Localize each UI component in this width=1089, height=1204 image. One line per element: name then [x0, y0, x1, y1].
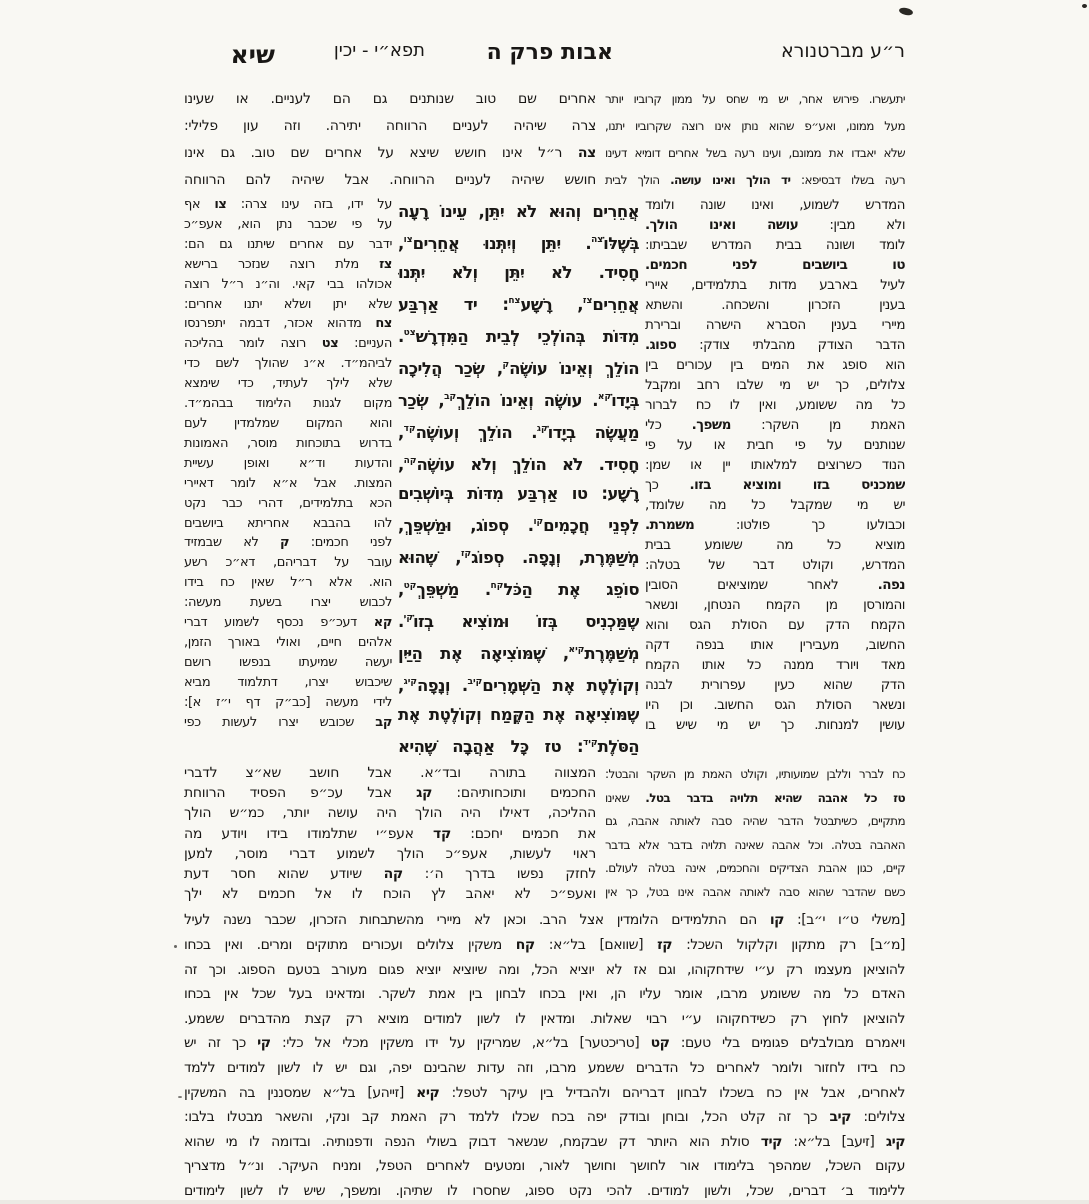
text-line: אלהים חיים, ואולי באורך הזמן,: [184, 634, 392, 650]
text-line: כח לברר וללבן שמועותיו, וקולט האמת מן השקר והבטל:: [605, 767, 905, 781]
text-line: המצווה בתורה ובד״א. אבל חושב שא״צ לדברי: [184, 765, 596, 781]
text-line: צלולים: קיב כך זה קלט הכל, ובוחן ובודק יפה בכח שכלו ללמד רק האמת קב ונקי, והשאר מבטלו בלבו:: [184, 1109, 905, 1126]
text-line: הוא. אלא ר״ל שאין כח בידו: [184, 575, 392, 591]
text-line: מַעֲשֶׂה בְיָדוֹ$^{קג}$. הוֹלֵךְ וְעוֹשֶׂה$^{קד}$,: [398, 423, 639, 442]
text-line: הַסֹּלֶת$^{קיד}$: טז כָּל אַהֲבָה שֶׁהִיא: [398, 737, 639, 756]
text-line: החשוב, מעבירין אותו בנפה דקה: [645, 637, 905, 653]
text-line: על ידו, בזה עינו צרה: צו אף: [184, 197, 392, 212]
bartenura-column: [645, 195, 905, 761]
text-line: כח בידו לחזור ולומר לאחרים כל הדברים ששמע מרבו, וזה עדות שהבינם יפה, וגם יש לו לשון למודים ללמד: [184, 1059, 905, 1076]
text-line: המדרש לשמוע, ואינו שונה ולומד: [645, 197, 905, 213]
text-line: כשם שהדבר שהוא סבה לאותה אהבה אינו בטל, כך אין: [605, 884, 905, 899]
text-line: צח מדהוא אכזר, דבמה יתפרנסו: [184, 316, 392, 332]
text-line: שֶׁמּוֹצִיאָה אֶת הַקֶּמַח וְקוֹלֶטֶת אֶת: [398, 705, 639, 724]
lower-two-column-band: [184, 763, 905, 904]
yachin-bottom-block: [184, 763, 596, 904]
ink-speck: [174, 945, 177, 948]
text-line: ויאמרם מבולבלים פגומים בלי טעם: קט [טריכטער] בל״א, שמריקין על ידו משקין מכלי אל כלי: קי כך זה יש: [184, 1035, 905, 1052]
text-line: האהבה בטלה. וכל אהבה שאינה תלויה בדבר אלא בדבר: [605, 837, 905, 852]
text-line: לידי מעשה [כב״ק דף י״ז א]:: [184, 694, 392, 710]
ink-speck: [898, 7, 913, 17]
text-line: אֲחֵרִים$^{צז}$, רָשָׁע$^{צח}$: יד אַרְבַּע: [398, 295, 639, 314]
text-line: צז מלת רוצה שנזכר ברישא: [184, 256, 392, 272]
text-line: ואעפ״כ לא יאהב לץ הוכח לו אל חכמים לא ילך: [184, 886, 596, 903]
text-line: יתעשרו. פירוש אחר, יש מי שחס על ממון קרוביו יותר: [605, 92, 905, 106]
header-commentary-right: ר״ע מברטנורא: [780, 40, 905, 62]
bartenura-bottom-block: [605, 763, 905, 904]
text-line: וכבולעו כך פולטו: משמרת.: [645, 517, 905, 533]
text-line: שֶׁמַּכְנִיס בְּזוֹ וּמוֹצִיא בְזוֹ$^{קי}$.: [398, 612, 639, 631]
yachin-footnotes-block: [184, 908, 905, 1203]
text-line: קב שכובש יצרו לעשות כפי: [184, 714, 392, 730]
text-line: צרה שיהיה לעניים הרווחה יתירה. וזה עון פלילי:: [184, 118, 596, 134]
mishnah-text: [398, 195, 639, 761]
yachin-column: [184, 195, 392, 761]
text-line: ולא מבין: עושה ואינו הולך.: [645, 217, 905, 233]
text-line: וְקוֹלֶטֶת אֶת הַשְּׁמָרִים$^{קיב}$. וְנָפָה$^{קיג}$,: [398, 676, 639, 695]
text-line: אחרים שם טוב שנותנים גם הם לעניים. או שעינו: [184, 91, 596, 107]
text-line: מִדּוֹת בְּהוֹלְכֵי לְבֵית הַמִּדְרָשׁ$^{צט}$.: [398, 327, 639, 346]
text-line: יעשה שמיעתו בנפשו רושם: [184, 654, 392, 670]
text-line: לכבוש יצרו בשעת מעשה:: [184, 595, 392, 611]
text-line: לִפְנֵי חֲכָמִים$^{קו}$. סְפוֹג, וּמַשְׁפֵּךְ,: [398, 516, 639, 535]
text-line: יש מי שמקבל כל מה שלומד,: [645, 497, 905, 513]
text-line: על פי שכבר נתן הוא, אעפ״כ: [184, 216, 392, 232]
text-line: טו ביושבים לפני חכמים.: [645, 257, 905, 273]
text-line: שלא יתן ושלא יתנו אחרים:: [184, 296, 392, 312]
upper-two-column-band: [184, 86, 905, 194]
text-line: לעיל בארבע מדות בתלמידים, איירי: [645, 277, 905, 293]
text-line: האדם כל מה ששומע מרבו, אומר עליו הן, ואין בכחו לבחון בין אמת לשקר. ומדאינו בעל שכל אין בכחו: [184, 986, 905, 1003]
text-line: לומד ושונה בבית המדרש שבביתו:: [645, 237, 905, 253]
text-line: לפני חכמים: ק לא שבמזיד: [184, 535, 392, 551]
text-line: עקום השכל, שמהפך בלימודו אור לחושך וחושך לאור, ומטעים לאחרים הטפל, ומניח העיקר. ונ״ל מדצריך: [184, 1158, 905, 1175]
text-line: והדעות וד״א ואופן עשיית: [184, 455, 392, 471]
ink-speck: [178, 1096, 182, 1098]
text-line: שלא יאבדו את ממונם, ועינו רעה בשל אחרים דומיא דעינו: [605, 146, 905, 160]
text-line: מְשַׁמֶּרֶת, וְנָפָה. סְפוֹג$^{קז}$, שֶׁהוּא: [398, 548, 639, 567]
text-line: את חכמים יחכם: קד אעפ״י שתלמודו בידו ויודע מה: [184, 825, 596, 842]
text-line: הקמח הדק עם הסולת הגס והוא: [645, 617, 905, 633]
text-line: לאחרים, אבל אין כח בשכלו לבחון דבריהם ולהבדיל בין עיקר לטפל: קיא [זייהע] בל״א שמסננין בה המשקין: [184, 1084, 905, 1101]
text-line: צלולים, כך יש מי שלבו רחב ומקבל: [645, 377, 905, 393]
text-line: להוציאן מעצמו רק ע״י שידחקוהו, וגם אז לא יוציא הכל, ומה שיוציא יוציא פגום מעורב בטעם הספוג. וכך זה: [184, 961, 905, 978]
text-line: ונשאר הסולת הגס החשוב. וכן היו: [645, 697, 905, 713]
text-line: הוא סופג את המים בין עכורים בין: [645, 357, 905, 373]
text-line: עובר על דבריהם, דא״כ רשע: [184, 555, 392, 571]
text-line: מעל ממונו, ואע״פ שהוא נותן אינו רוצה שקרוביו יתנו,: [605, 119, 905, 133]
text-line: ללימוד ב׳ דברים, שכל, ולשון למודים. להכי נקט ספוג, שחסרו לו שתיהן. ומשפך, שיש לו לשון לימודים: [184, 1182, 905, 1199]
text-line: להוציאן לחוץ רק כשידחקוהו ע״י רבוי שאלות. ומדאין לו לשון למודים מוציא רק קצת מהדברים ששמע.: [184, 1010, 905, 1027]
text-line: לחזק נפשו בדרך ה׳: קה שיודע שהוא חסר דעת: [184, 866, 596, 883]
text-line: ההליכה, דאילו היה הולך היה עושה יותר, כמ״ש הולך: [184, 805, 596, 822]
text-line: חָסִיד. לֹא הוֹלֵךְ וְלֹא עוֹשֶׂה$^{קה}$,: [398, 455, 639, 474]
text-line: מְשַׁמֶּרֶת$^{קיא}$, שֶׁמּוֹצִיאָה אֶת הַיַּיִן: [398, 644, 639, 663]
text-line: נפה. לאחר שמוציאים הסובין: [645, 577, 905, 593]
text-line: שמכניס בזו ומוציא בזו. כך: [645, 477, 905, 493]
text-line: ראוי לעשות, אעפ״כ הולך לשמוע דברי מוסר, למען: [184, 845, 596, 862]
text-line: חָסִיד. לֹא יִתֵּן וְלֹא יִתְּנוּ: [398, 263, 639, 282]
text-line: והמורסן מן הקמח הנטחן, ונשאר: [645, 597, 905, 613]
text-line: בענין הזכרון והשכחה. והשתא: [645, 297, 905, 313]
header-commentary-left: תפא״י - יכין: [333, 40, 425, 61]
page-content: [184, 40, 905, 1204]
text-line: שנותנים על פי חבית או על פי: [645, 437, 905, 453]
page-number: שיא: [230, 40, 275, 69]
text-line: הנוד כשרוצים למלאותו יין או שמן:: [645, 457, 905, 473]
text-line: הכא בתלמידים, דהרי כבר נקט: [184, 495, 392, 511]
text-line: האמת מן השקר: משפך. כלי: [645, 417, 905, 433]
text-line: הדבר הצודק מהבלתי צודק: ספוג.: [645, 337, 905, 353]
text-line: [מ״ב] רק מתקון וקלקול השכל: קז [שוואם] בל״א: קח משקין צלולים ועכורים מתוקים ומרים. ואין בכחו: [184, 937, 905, 954]
text-line: מתקיים, כשיתבטל הדבר שהיה סבה לאותה אהבה, גם: [605, 814, 905, 828]
text-line: אֲחֵרִים וְהוּא לֹא יִתֵּן, עֵינוֹ רָעָה: [398, 202, 639, 221]
text-line: מקום לגנות הלימוד בבהמ״ד.: [184, 396, 392, 412]
three-column-band: [184, 195, 905, 761]
text-line: צה ר״ל אינו חושש שיצא על אחרים שם טוב. גם אינו: [184, 145, 596, 161]
text-line: רָשָׁע: טו אַרְבַּע מִדּוֹת בְּיוֹשְׁבִים: [398, 484, 639, 503]
text-line: עושין למנחות. כך יש מי שיש בו: [645, 717, 905, 733]
text-line: הדק שהוא כעין עפרורית לבנה: [645, 677, 905, 693]
text-line: ידבר עם אחרים שיתנו גם הם:: [184, 236, 392, 252]
yachin-top-block: [184, 86, 596, 194]
text-line: רעה בשלו דבסיפא: יד הולך ואינו עושה. הולך לבית: [605, 173, 905, 187]
text-line: קיים, כגון אהבת הצדיקים והחכמים, אינה בטלה לעולם.: [605, 861, 905, 875]
text-line: בְּשֶׁלּוֹ$^{צה}$. יִתֵּן וְיִתְּנוּ אֲחֵרִים$^{צו}$,: [398, 234, 639, 253]
text-line: סוֹפֵג אֶת הַכֹּל$^{קח}$. מַשְׁפֵּךְ$^{קט}$,: [398, 580, 639, 599]
ink-speck: [1082, 4, 1087, 8]
text-line: [משלי ט״ו י״ב]: קו הם התלמידים הלומדין אצל הרב. וכאן לא מיירי מהשתבחות הזכרון, שכבר נשנה לעיל: [184, 912, 905, 929]
text-line: שלא לילך לעתיד, כדי שימצא: [184, 376, 392, 392]
text-line: שיכבוש יצרו, דתלמוד מביא: [184, 674, 392, 690]
text-line: להו בהבבא אחריתא ביושבים: [184, 515, 392, 531]
text-line: והוא המקום שמלמדין לעם: [184, 415, 392, 431]
page-title: אבות פרק ה: [486, 40, 613, 65]
text-line: בדרוש בתוכחות מוסר, האמונות: [184, 435, 392, 451]
text-line: מיירי בענין הסברא הישרה וברירת: [645, 317, 905, 333]
page-header: [184, 40, 905, 80]
text-line: לביהמ״ד. א״נ שהולך לשם כדי: [184, 356, 392, 372]
text-line: הוֹלֵךְ וְאֵינוֹ עוֹשֶׂה$^ק$, שְׂכַר הֲלִיכָה: [398, 359, 639, 378]
text-line: בְּיָדוֹ$^{קא}$. עוֹשֶׂה וְאֵינוֹ הוֹלֵךְ$^{קב}$, שְׂכַר: [398, 391, 639, 410]
text-line: טז כל אהבה שהיא תלויה בדבר בטל. שאינו: [605, 790, 905, 805]
text-line: החכמים ותוכחותיהם: קג אבל עכ״פ הפסיד הרווחת: [184, 785, 596, 802]
text-line: המדרש, וקולט דבר של בטלה:: [645, 557, 905, 573]
text-line: מאד ויורד ממנה כל אותו הקמח: [645, 657, 905, 673]
text-line: מוציא כל מה ששומע בבית: [645, 537, 905, 553]
text-line: אכולהו בבי קאי. וה״נ ר״ל רוצה: [184, 276, 392, 292]
text-line: קיג [זיעב] בל״א: קיד סולת הוא היותר דק שבקמח, שנשאר דבוק בשולי הנפה ודפנותיה. ובדומה לו מי שהוא: [184, 1133, 905, 1150]
text-line: חושש שיהיה לעניים הרווחה. אבל שיהיה להם הרווחה: [184, 172, 596, 188]
text-line: קא דעכ״פ נכסף לשמוע דברי: [184, 615, 392, 631]
text-line: המצות. אבל א״א לומר דאיירי: [184, 475, 392, 491]
text-line: העניים: צט רוצה לומר בהליכה: [184, 336, 392, 352]
bartenura-top-block: [605, 86, 905, 194]
text-line: כל מה ששומע, ואין לו כח לברור: [645, 397, 905, 413]
